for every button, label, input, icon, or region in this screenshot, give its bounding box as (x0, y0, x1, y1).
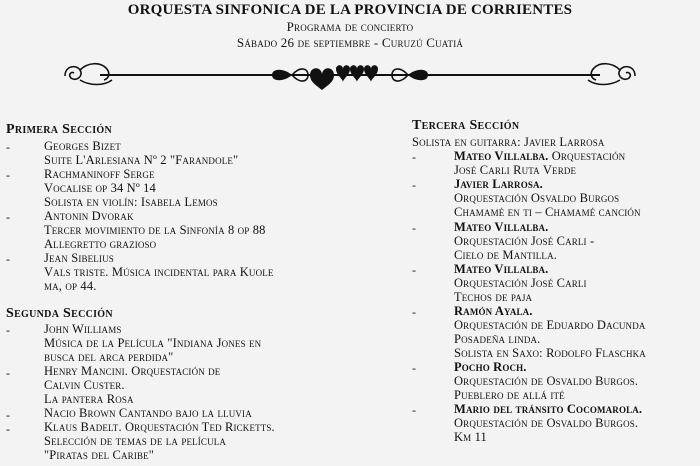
arrangement-line: José Carli Ruta Verde (454, 163, 577, 177)
work-line: Solista en violín: Isabela Lemos (44, 195, 218, 209)
arrangement-line: Orquestación José Carli (454, 276, 587, 290)
arrangement-line: Km 11 (454, 430, 487, 444)
list-bullet: - (6, 366, 10, 380)
list-bullet: - (412, 403, 416, 417)
performer-note: Orquestación (548, 149, 626, 163)
composer-line: Henry Mancini. Orquestación de (44, 364, 221, 378)
performer-name: Ramón Ayala. (454, 304, 533, 318)
arrangement-line: Orquestación de Osvaldo Burgos. (454, 416, 639, 430)
list-bullet: - (412, 221, 416, 235)
soloist-line: Solista en guitarra: Javier Larrosa (412, 135, 605, 149)
work-line: Tercer movimiento de la Sinfonía 8 op 88 (44, 223, 266, 237)
list-bullet: - (412, 361, 416, 375)
section-title-primera: Primera Sección (6, 122, 113, 137)
work-line: busca del arca perdida" (44, 350, 174, 364)
section-title-segunda: Segunda Sección (6, 306, 113, 321)
performer-name: Mateo Villalba. (454, 149, 549, 163)
work-line: ma, op 44. (44, 279, 97, 293)
work-line: Selección de temas de la película (44, 434, 227, 448)
work-line: Allegretto grazioso (44, 237, 157, 251)
work-line: "Piratas del Caribe" (44, 448, 155, 462)
arrangement-line: Techos de paja (454, 290, 533, 304)
arrangement-line: Solista en Saxo: Rodolfo Flaschka (454, 346, 646, 360)
work-line: La pantera Rosa (44, 392, 134, 406)
list-bullet: - (6, 210, 10, 224)
performer-name: Pocho Roch. (454, 360, 527, 374)
composer-line: Jean Sibelius (44, 251, 114, 265)
list-bullet: - (6, 422, 10, 436)
performer-name: Mateo Villalba. (454, 220, 549, 234)
list-bullet: - (412, 178, 416, 192)
composer-line: Antonin Dvorak (44, 209, 134, 223)
list-bullet: - (6, 252, 10, 266)
list-bullet: - (6, 408, 10, 422)
heart-scroll-ornament-icon (60, 58, 640, 92)
arrangement-line: Cielo de Mantilla. (454, 248, 558, 262)
section-title-tercera: Tercera Sección (412, 118, 520, 133)
arrangement-line: Orquestación Osvaldo Burgos (454, 191, 620, 205)
arrangement-line: Orquestación de Osvaldo Burgos. (454, 374, 639, 388)
composer-line: Nacio Brown Cantando bajo la lluvia (44, 406, 252, 420)
work-line: Vocalise op 34 Nº 14 (44, 181, 156, 195)
date-and-place: Sábado 26 de septiembre - Curuzú Cuatiá (236, 35, 464, 50)
performer-line (454, 149, 625, 163)
list-bullet: - (6, 140, 10, 154)
program-subtitle: Programa de concierto (286, 19, 414, 34)
list-bullet: - (412, 305, 416, 319)
arrangement-line: Pueblero de allá ité (454, 388, 565, 402)
performer-name: Javier Larrosa. (454, 177, 543, 191)
work-line: Suite L'Arlesiana Nº 2 "Farandole" (44, 153, 239, 167)
list-bullet: - (412, 263, 416, 277)
work-line: Música de la Película "Indiana Jones en (44, 336, 262, 350)
composer-line: Klaus Badelt. Orquestación Ted Ricketts. (44, 420, 275, 434)
arrangement-line: Orquestación José Carli - (454, 234, 595, 248)
arrangement-line: Chamamé en ti – Chamamé canción (454, 205, 641, 219)
composer-line: Rachmaninoff Serge (44, 167, 155, 181)
performer-name: Mario del tránsito Cocomarola. (454, 402, 643, 416)
composer-line: Georges Bizet (44, 139, 121, 153)
arrangement-line: Orquestación de Eduardo Dacunda (454, 318, 646, 332)
performer-name: Mateo Villalba. (454, 262, 549, 276)
concert-title: ORQUESTA SINFONICA DE LA PROVINCIA DE CORRIENTES (127, 2, 573, 18)
arrangement-line: Posadeña linda. (454, 332, 541, 346)
work-line: Vals triste. Música incidental para Kuole (44, 265, 274, 279)
work-line: Calvin Custer. (44, 378, 125, 392)
list-bullet: - (6, 168, 10, 182)
list-bullet: - (412, 150, 416, 164)
list-bullet: - (6, 323, 10, 337)
composer-line: John Williams (44, 322, 122, 336)
